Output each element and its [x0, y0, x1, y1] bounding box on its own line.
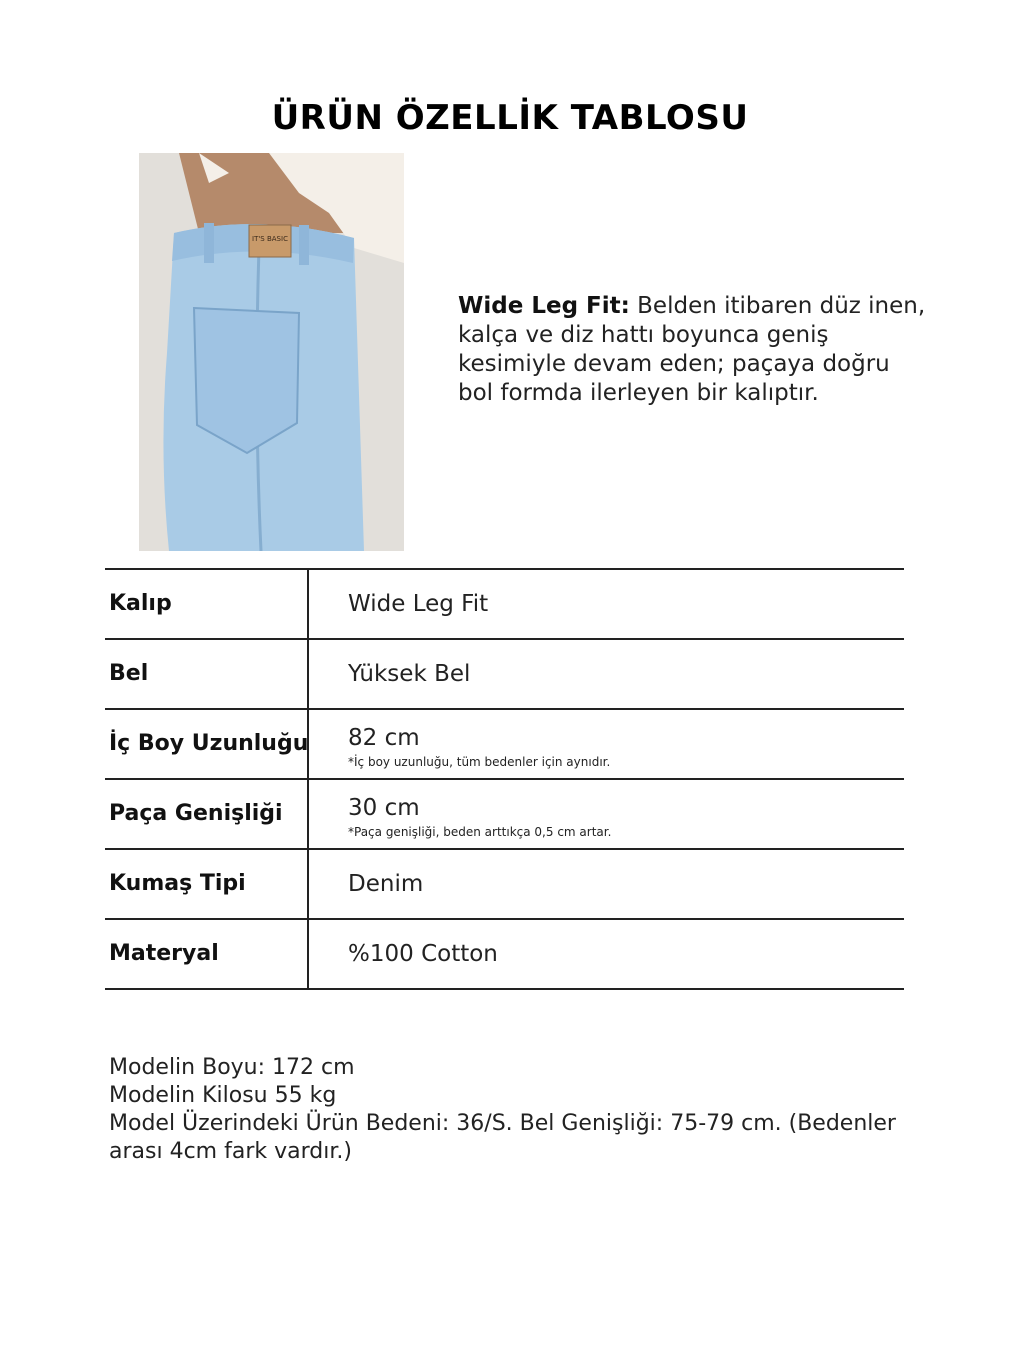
- product-photo: [139, 153, 404, 551]
- spec-key: Materyal: [109, 941, 219, 966]
- fit-description-text: Belden itibaren düz inen, kalça ve diz hattı boyunca geniş kesimiyle devam eden; paçaya doğru bol formda ilerleyen bir kalıptır.: [458, 293, 926, 406]
- spec-note: *İç boy uzunluğu, tüm bedenler için aynıdır.: [348, 755, 611, 769]
- spec-value: Yüksek Bel: [348, 661, 471, 687]
- spec-row: [105, 850, 904, 920]
- spec-note: *Paça genişliği, beden arttıkça 0,5 cm artar.: [348, 825, 612, 839]
- model-weight: Modelin Kilosu 55 kg: [109, 1083, 337, 1108]
- model-height: Modelin Boyu: 172 cm: [109, 1055, 355, 1080]
- spec-row: [105, 920, 904, 990]
- spec-key: Kalıp: [109, 591, 172, 616]
- spec-value: 30 cm: [348, 795, 420, 821]
- spec-row: [105, 780, 904, 850]
- model-size: Model Üzerindeki Ürün Bedeni: 36/S. Bel Genişliği: 75-79 cm. (Bedenler arası 4cm fark vardır.): [109, 1111, 896, 1164]
- spec-key: Bel: [109, 661, 149, 686]
- spec-row: [105, 570, 904, 640]
- fit-description-label: Wide Leg Fit:: [458, 293, 630, 319]
- spec-table: [105, 568, 904, 990]
- spec-value: %100 Cotton: [348, 941, 498, 967]
- spec-value: 82 cm: [348, 725, 420, 751]
- spec-value: Wide Leg Fit: [348, 591, 489, 617]
- spec-key: İç Boy Uzunluğu: [109, 731, 309, 756]
- spec-value: Denim: [348, 871, 424, 897]
- photo-label-text: IT'S BASIC: [252, 235, 288, 243]
- fit-description: [458, 292, 928, 408]
- spec-row: [105, 710, 904, 780]
- spec-key: Paça Genişliği: [109, 801, 283, 826]
- spec-key: Kumaş Tipi: [109, 871, 246, 896]
- page-title: ÜRÜN ÖZELLİK TABLOSU: [271, 98, 749, 138]
- spec-row: [105, 640, 904, 710]
- model-info: [109, 1054, 909, 1166]
